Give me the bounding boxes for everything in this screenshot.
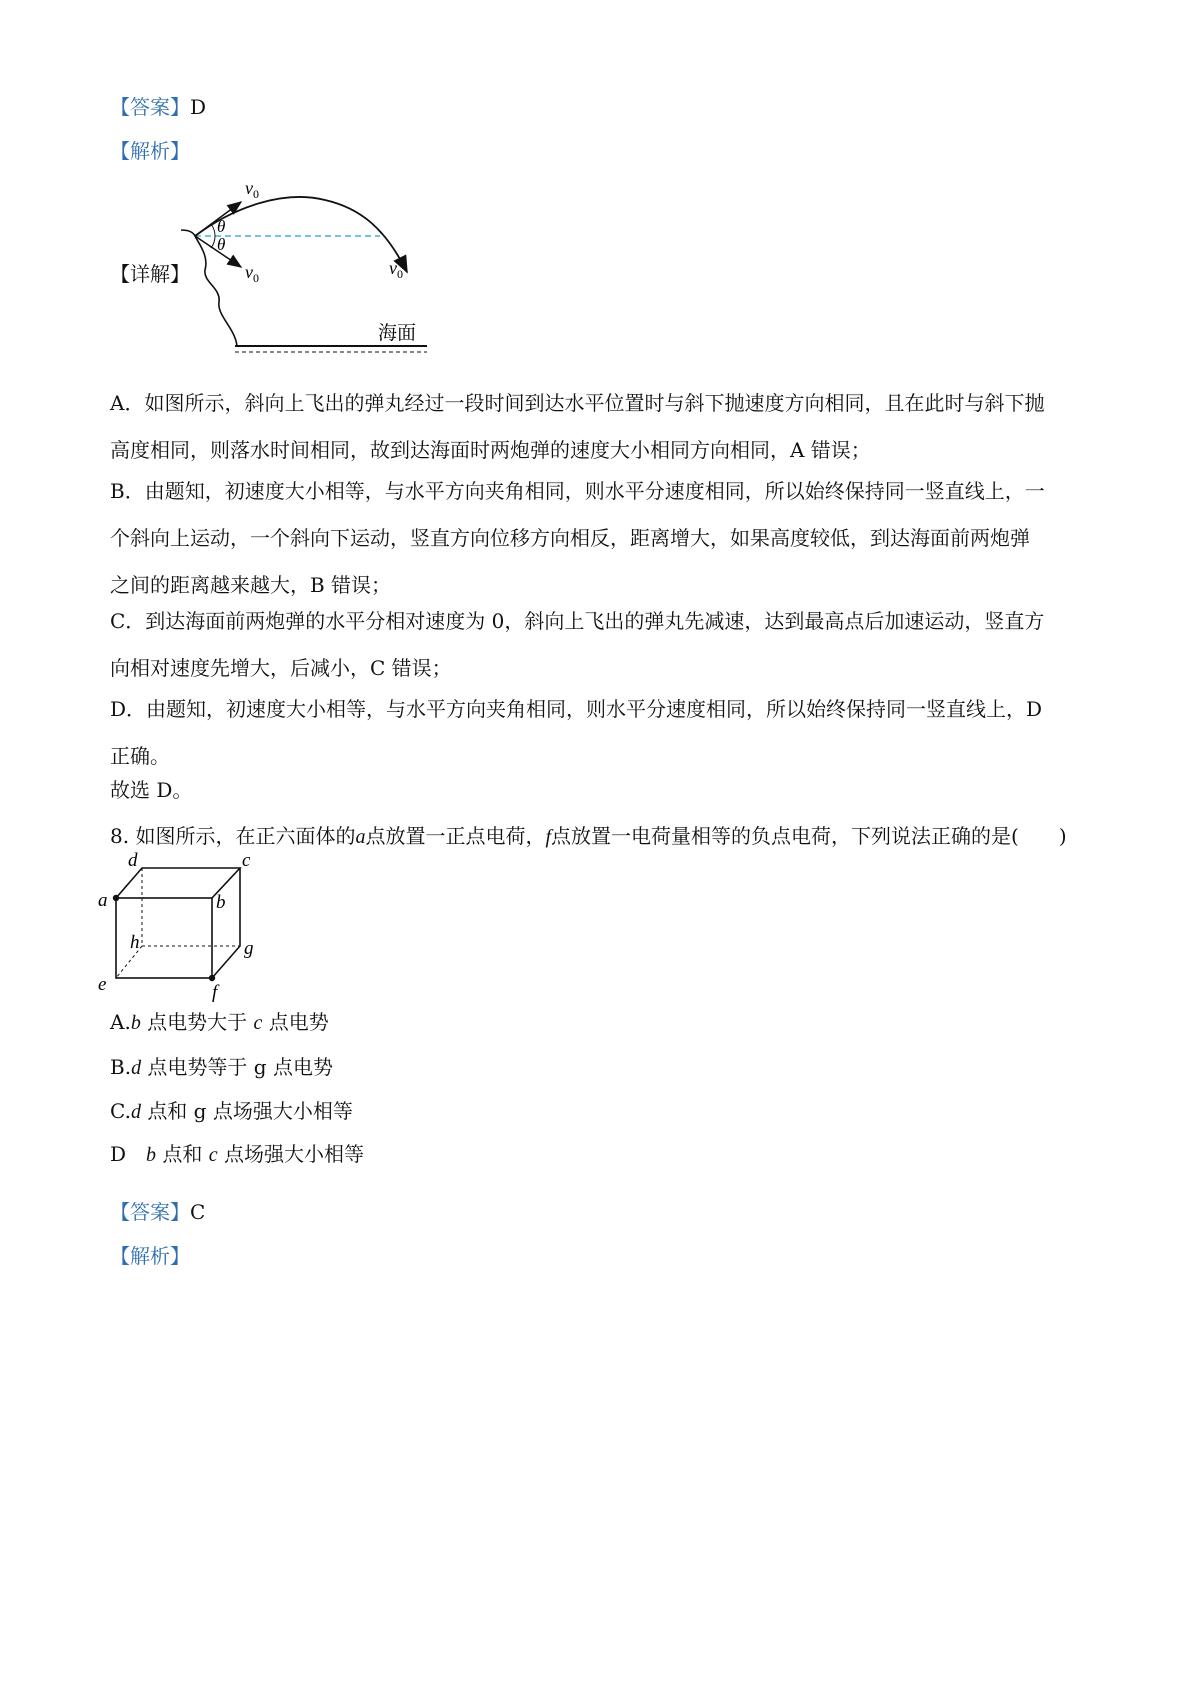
q8-analysis-tag: 【解析】 — [110, 1244, 190, 1268]
option-a-explanation — [110, 380, 1100, 474]
label-h: h — [130, 932, 140, 953]
q8-answer-value: C — [190, 1200, 206, 1224]
option-d-line-1: D．由题知，初速度大小相等，与水平方向夹角相同，则水平分速度相同，所以始终保持同一竖直线上，D — [110, 697, 1043, 721]
option-b-line-1: B．由题知，初速度大小相等，与水平方向夹角相同，则水平分速度相同，所以始终保持同一竖直线上，一 — [110, 479, 1045, 503]
answer-tag: 【答案】 — [110, 95, 190, 119]
q8-answer-tag: 【答案】 — [110, 1200, 190, 1224]
q8-option-b: B.d 点电势等于 g 点电势 — [110, 1055, 333, 1079]
point-f-dot — [209, 975, 215, 981]
label-g: g — [244, 938, 254, 959]
conclusion: 故选 D。 — [110, 778, 193, 802]
cube-figure — [96, 852, 266, 1002]
q8-answer-line — [110, 1198, 205, 1226]
trajectory-curve — [195, 197, 407, 272]
option-d-line-2: 正确。 — [110, 744, 170, 768]
option-d-explanation — [110, 686, 1100, 780]
theta-arc-upper — [211, 224, 215, 236]
answer-value: D — [190, 95, 207, 119]
v0-label-up: $v_0$ — [245, 178, 259, 201]
q8-option-c: C.d 点和 g 点场强大小相等 — [110, 1099, 353, 1123]
analysis-tag: 【解析】 — [110, 139, 190, 163]
option-b-line-2: 个斜向上运动，一个斜向下运动，竖直方向位移方向相反，距离增大，如果高度较低，到达海面前两炮弹 — [110, 526, 1030, 550]
theta-lower-label: θ — [217, 235, 226, 254]
label-d: d — [128, 852, 138, 871]
label-a: a — [98, 890, 108, 911]
theta-arc-lower — [211, 236, 215, 248]
label-c: c — [242, 852, 251, 871]
cube-right-edges — [212, 868, 240, 978]
projectile-figure — [175, 178, 475, 398]
option-c-line-2: 向相对速度先增大，后减小，C 错误； — [110, 656, 452, 680]
option-b-explanation — [110, 468, 1100, 609]
theta-upper-label: θ — [217, 217, 226, 236]
cliff-outline — [181, 230, 237, 346]
option-a-line-1: A．如图所示，斜向上飞出的弹丸经过一段时间到达水平位置时与斜下抛速度方向相同，且在此时与斜下抛 — [110, 391, 1045, 415]
option-c-line-1: C．到达海面前两炮弹的水平分相对速度为 0，斜向上飞出的弹丸先减速，达到最高点后加速运动，竖直方 — [110, 609, 1045, 633]
q8-option-d: D b 点和 c 点场强大小相等 — [110, 1142, 365, 1166]
detail-tag: 【详解】 — [110, 262, 190, 286]
option-a-line-2: 高度相同，则落水时间相同，故到达海面时两炮弹的速度大小相同方向相同，A 错误； — [110, 438, 871, 462]
option-c-explanation — [110, 598, 1100, 692]
v0-label-down: $v_0$ — [245, 262, 259, 285]
option-b-line-3: 之间的距离越来越大，B 错误； — [110, 573, 392, 597]
sea-label: 海面 — [378, 322, 417, 344]
q8-option-a: A.b 点电势大于 c 点电势 — [110, 1010, 329, 1034]
label-f: f — [212, 982, 218, 1002]
label-b: b — [216, 892, 226, 913]
point-a-dot — [113, 895, 119, 901]
question-8-stem: 8. 如图所示，在正六面体的a点放置一正点电荷，f点放置一电荷量相等的负点电荷，下列说法正确的是( ) — [110, 824, 1067, 848]
label-e: e — [98, 974, 107, 995]
v0-label-end: $v_0$ — [389, 258, 403, 281]
answer-line — [110, 93, 206, 121]
